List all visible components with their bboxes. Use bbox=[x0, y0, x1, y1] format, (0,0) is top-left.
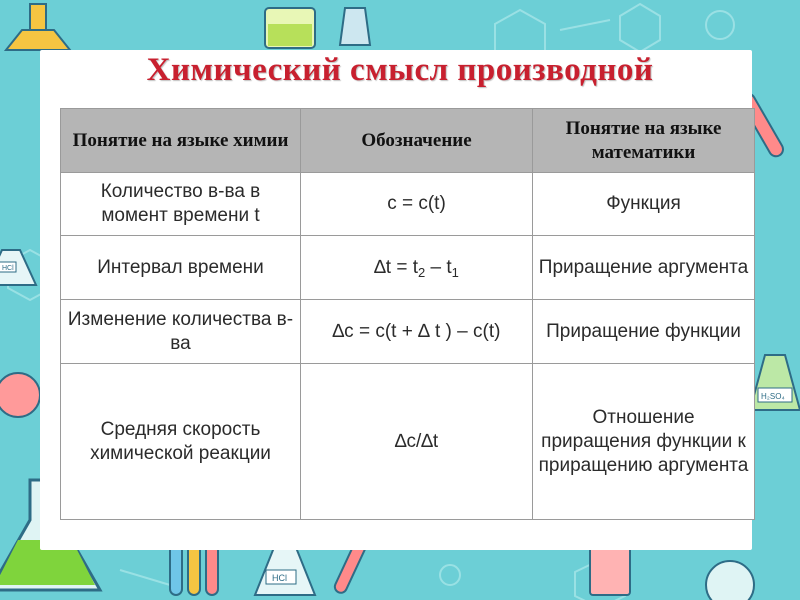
svg-text:HCl: HCl bbox=[2, 265, 14, 272]
svg-text:HCl: HCl bbox=[272, 573, 287, 583]
cell-math: Функция bbox=[533, 173, 755, 236]
cell-notation: c = c(t) bbox=[301, 173, 533, 236]
notation-subscript: 1 bbox=[451, 264, 459, 280]
cell-math: Отношение приращения функции к приращению аргумента bbox=[533, 364, 755, 520]
table-row bbox=[61, 300, 755, 364]
table-row bbox=[61, 173, 755, 236]
header-notation: Обозначение bbox=[301, 109, 533, 173]
table-row bbox=[61, 364, 755, 520]
svg-text:H₂SO₄: H₂SO₄ bbox=[761, 392, 785, 401]
page-title: Химический смысл производной bbox=[146, 52, 654, 88]
cell-math: Приращение аргумента bbox=[533, 236, 755, 300]
header-chem-concept: Понятие на языке химии bbox=[61, 109, 301, 173]
notation-text: – t bbox=[425, 256, 452, 278]
header-math-concept: Понятие на языке математики bbox=[533, 109, 755, 173]
notation-subscript: 2 bbox=[417, 264, 426, 280]
chemistry-math-table bbox=[60, 108, 755, 520]
notation-text: ∆t = t bbox=[374, 256, 418, 278]
table-row bbox=[61, 236, 755, 300]
cell-notation: ∆c/∆t bbox=[301, 364, 533, 520]
cell-concept: Количество в-ва в момент времени t bbox=[61, 173, 301, 236]
cell-notation: ∆c = c(t + ∆ t ) – c(t) bbox=[301, 300, 533, 364]
cell-concept: Интервал времени bbox=[61, 236, 301, 300]
cell-notation bbox=[301, 236, 533, 300]
cell-concept: Изменение количества в-ва bbox=[61, 300, 301, 364]
table-header-row bbox=[61, 109, 755, 173]
cell-math: Приращение функции bbox=[533, 300, 755, 364]
flask-icon bbox=[0, 373, 40, 417]
cell-concept: Средняя скорость химической реакции bbox=[61, 364, 301, 520]
